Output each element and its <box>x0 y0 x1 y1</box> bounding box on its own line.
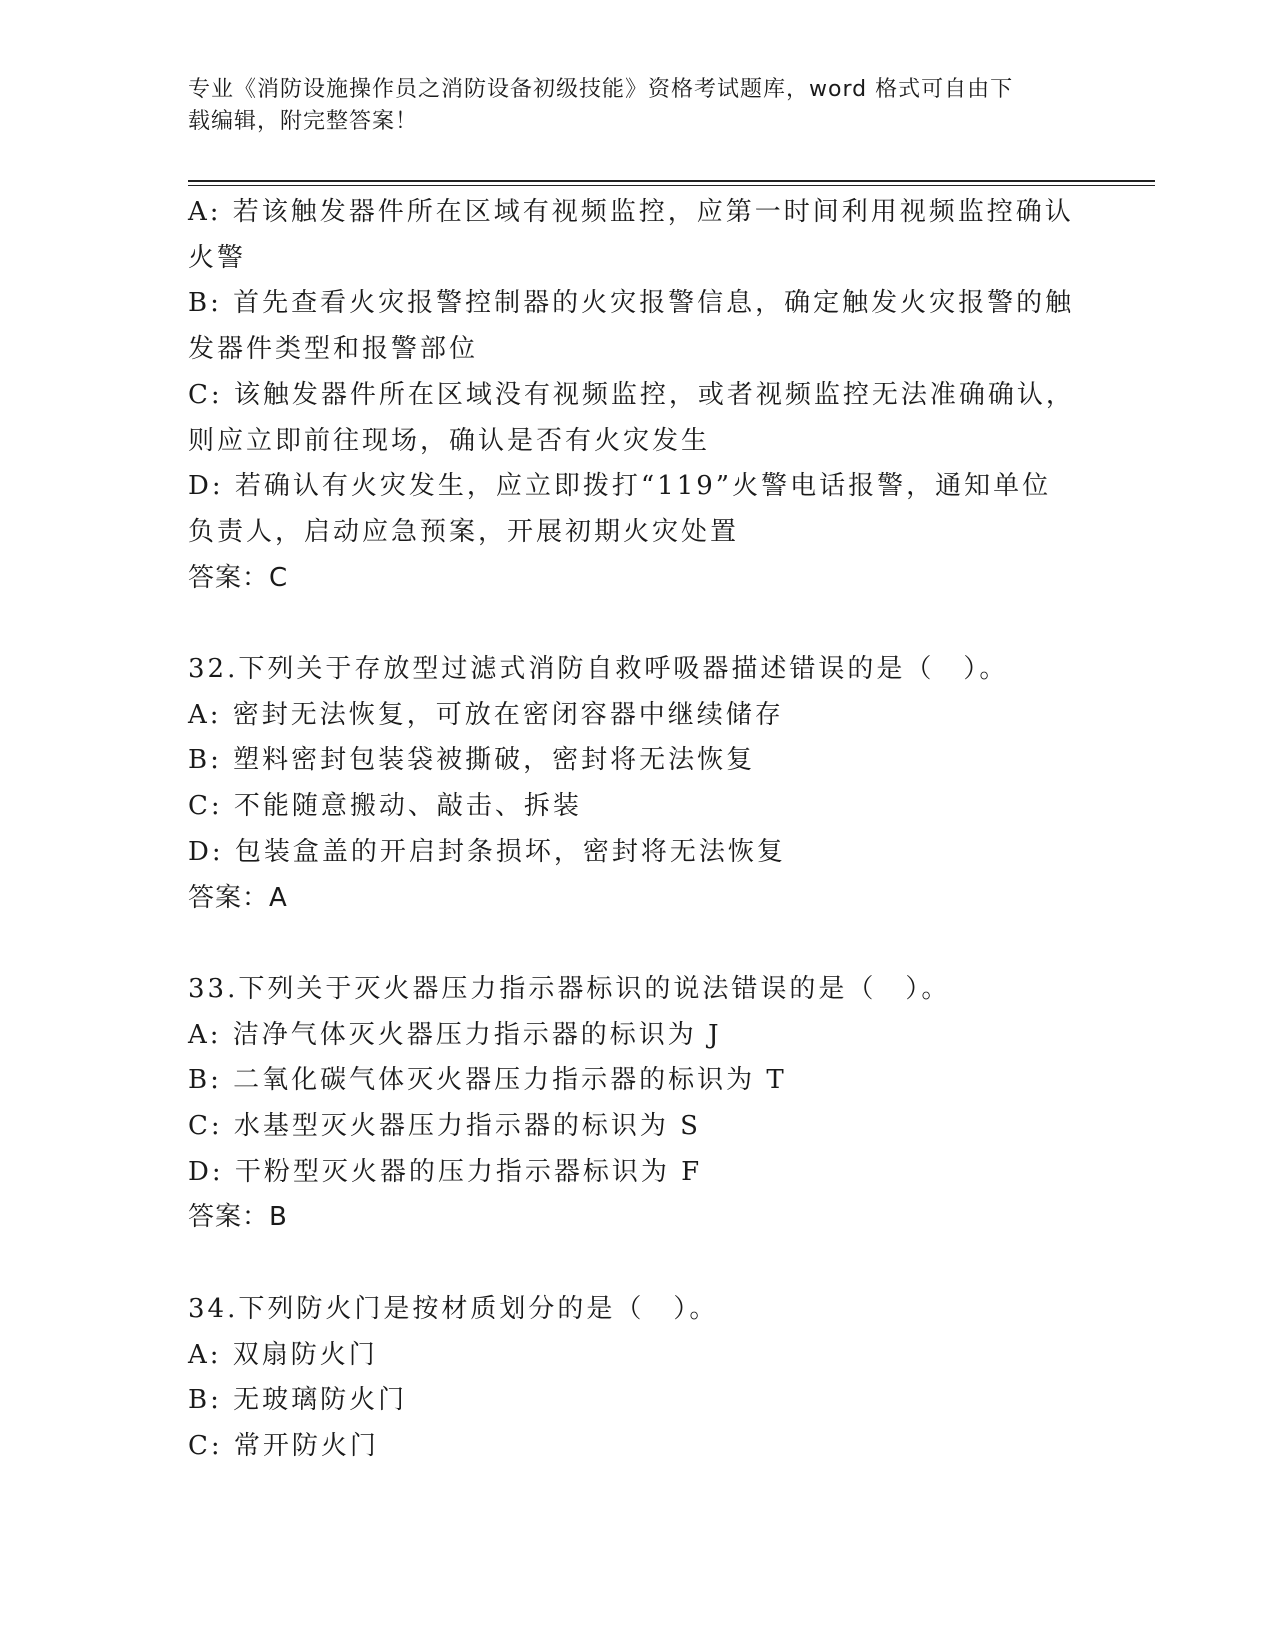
option-a-line-2: 火警 <box>188 242 247 273</box>
option-b: B: 塑料密封包装袋被撕破，密封将无法恢复 <box>188 745 756 776</box>
question-34 <box>188 1287 1088 1470</box>
answer-32: 答案：A <box>188 882 288 913</box>
option-a: A: 洁净气体灭火器压力指示器的标识为 J <box>188 1019 722 1050</box>
option-a: A: 密封无法恢复，可放在密闭容器中继续储存 <box>188 699 784 730</box>
option-d: D: 干粉型灭火器的压力指示器标识为 F <box>188 1156 703 1187</box>
option-d: D: 包装盒盖的开启封条损坏，密封将无法恢复 <box>188 836 786 867</box>
option-c-line-2: 则应立即前往现场，确认是否有火灾发生 <box>188 425 711 456</box>
question-31-continued <box>188 190 1088 601</box>
option-b: B: 无玻璃防火门 <box>188 1385 408 1416</box>
option-b: B: 二氧化碳气体灭火器压力指示器的标识为 T <box>188 1065 787 1096</box>
question-stem: 32.下列关于存放型过滤式消防自救呼吸器描述错误的是（ ）。 <box>188 654 1009 685</box>
option-c: C: 不能随意搬动、敲击、拆装 <box>188 791 582 822</box>
header-divider-thin <box>188 185 1155 186</box>
option-c: C: 常开防火门 <box>188 1430 379 1461</box>
answer-33: 答案：B <box>188 1202 288 1233</box>
document-header <box>188 74 1068 138</box>
header-line-1: 专业《消防设施操作员之消防设备初级技能》资格考试题库，word 格式可自由下 <box>188 77 1014 102</box>
header-divider-thick <box>188 180 1155 182</box>
question-stem: 33.下列关于灭火器压力指示器标识的说法错误的是（ ）。 <box>188 973 951 1004</box>
question-stem: 34.下列防火门是按材质划分的是（ ）。 <box>188 1293 719 1324</box>
option-b-line-2: 发器件类型和报警部位 <box>188 334 479 365</box>
option-d-line-1: D: 若确认有火灾发生，应立即拨打“119”火警电话报警，通知单位 <box>188 471 1052 502</box>
option-a: A: 双扇防火门 <box>188 1339 378 1370</box>
question-content <box>188 190 1088 1470</box>
option-c-line-1: C: 该触发器件所在区域没有视频监控，或者视频监控无法准确确认， <box>188 379 1075 410</box>
header-line-2: 载编辑，附完整答案！ <box>188 109 419 134</box>
option-d-line-2: 负责人，启动应急预案，开展初期火灾处置 <box>188 516 740 547</box>
option-a-line-1: A: 若该触发器件所在区域有视频监控，应第一时间利用视频监控确认 <box>188 197 1074 227</box>
question-33 <box>188 967 1088 1241</box>
answer-31: 答案：C <box>188 562 289 593</box>
option-c: C: 水基型灭火器压力指示器的标识为 S <box>188 1111 701 1142</box>
question-32 <box>188 647 1088 921</box>
option-b-line-1: B: 首先查看火灾报警控制器的火灾报警信息，确定触发火灾报警的触 <box>188 288 1075 319</box>
